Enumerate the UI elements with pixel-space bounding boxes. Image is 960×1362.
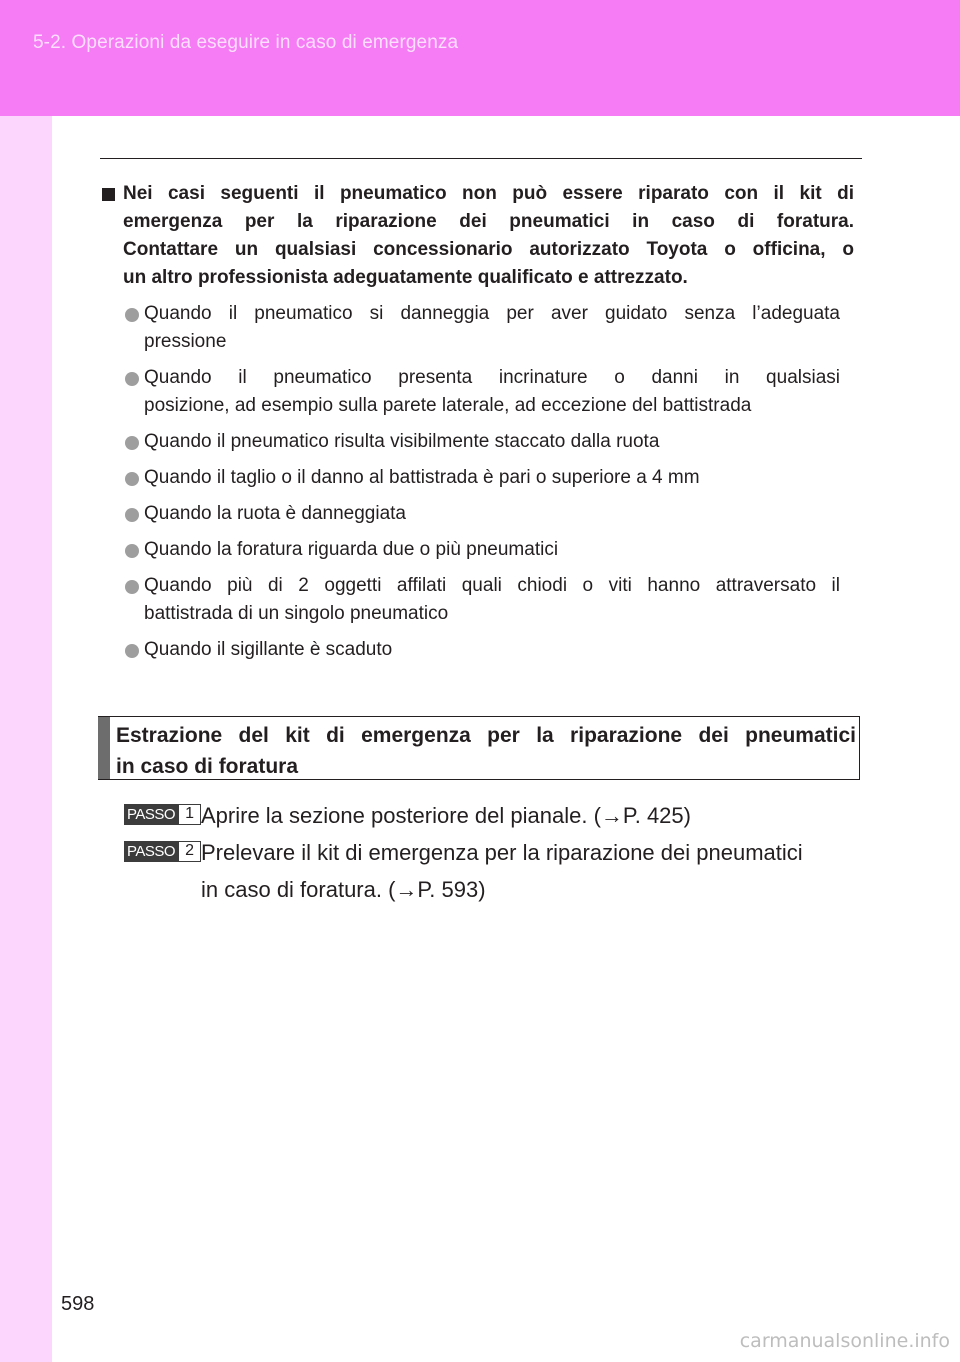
bullet-dot-icon [125,372,139,386]
step-badge-number: 2 [178,841,201,862]
step-badge-label: PASSO [124,804,178,825]
step-badge-number: 1 [178,804,201,825]
intro-line: Contattare un qualsiasi concessionario autorizzato Toyota o officina, o [123,239,854,260]
list-item [124,464,840,492]
step-badge-label: PASSO [124,841,178,862]
intro-line [98,180,854,208]
list-item-text: Quando il pneumatico si danneggia per aver guidato senza l’adeguata [144,303,840,324]
list-item-text: Quando più di 2 oggetti affilati quali chiodi o viti hanno attraversato il [144,575,840,596]
intro-note [98,180,854,292]
square-bullet-icon [102,188,115,201]
list-item [124,636,840,664]
bullet-dot-icon [125,580,139,594]
step-badge [124,841,201,862]
header-band [0,0,960,116]
list-item [124,300,840,356]
list-item [124,536,840,564]
page-number: 598 [61,1293,95,1315]
list-item-text: battistrada di un singolo pneumatico [144,603,449,624]
step-text-line: Prelevare il kit di emergenza per la riparazione dei pneumatici [201,840,803,865]
intro-line: emergenza per la riparazione dei pneumatici in caso di foratura. [123,211,854,232]
section-heading-box [98,716,860,780]
list-item [124,364,840,420]
step-text [201,834,803,908]
bullet-dot-icon [125,308,139,322]
watermark: carmanualsonline.info [739,1330,950,1352]
list-item [124,428,840,456]
step-text: Aprire la sezione posteriore del pianale. (→P. 425) [201,803,691,828]
side-margin-band [0,116,52,1362]
list-item [124,500,840,528]
bullet-dot-icon [125,472,139,486]
bullet-dot-icon [125,544,139,558]
bullet-dot-icon [125,644,139,658]
list-item-text: Quando la ruota è danneggiata [144,503,406,524]
list-item-text: Quando la foratura riguarda due o più pneumatici [144,539,559,560]
section-heading-line: in caso di foratura [116,755,299,778]
section-heading-line: Estrazione del kit di emergenza per la riparazione dei pneumatici [116,724,856,747]
bullet-dot-icon [125,508,139,522]
list-item-text: Quando il pneumatico presenta incrinature o danni in qualsiasi [144,367,840,388]
intro-text: Nei casi seguenti il pneumatico non può essere riparato con il kit di [123,183,854,204]
list-item-text: Quando il sigillante è scaduto [144,639,393,660]
section-header-title: 5-2. Operazioni da eseguire in caso di emergenza [33,32,459,53]
step-text-line: in caso di foratura. (→P. 593) [201,877,486,902]
divider-rule [100,158,862,159]
list-item [124,572,840,628]
step-badge [124,804,201,825]
list-item-text: pressione [144,331,227,352]
intro-line: un altro professionista adeguatamente qualificato e attrezzato. [123,267,688,288]
section-heading-bar [98,717,110,779]
bullet-dot-icon [125,436,139,450]
list-item-text: posizione, ad esempio sulla parete laterale, ad eccezione del battistrada [144,395,752,416]
section-heading-title [116,720,856,782]
list-item-text: Quando il taglio o il danno al battistrada è pari o superiore a 4 mm [144,467,700,488]
list-item-text: Quando il pneumatico risulta visibilmente staccato dalla ruota [144,431,660,452]
conditions-list [124,300,840,672]
